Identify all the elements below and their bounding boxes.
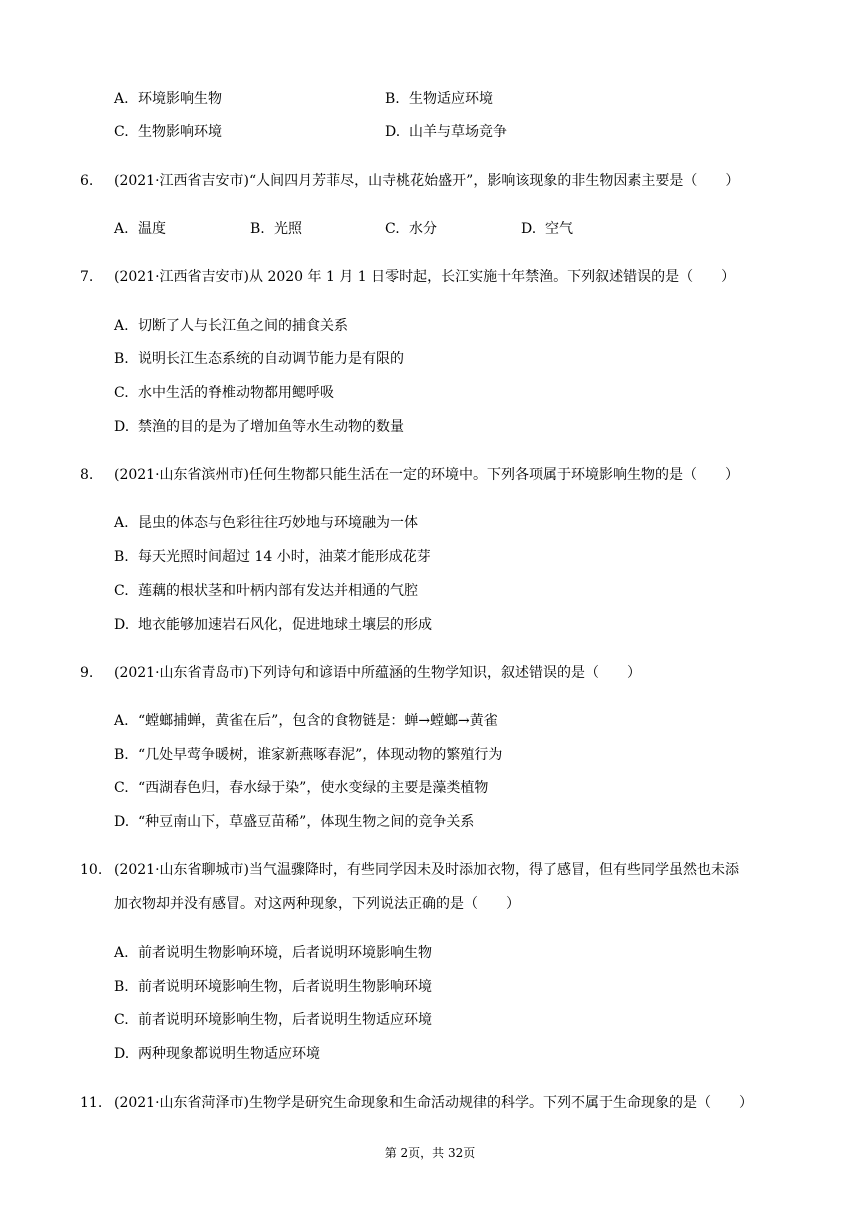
q10-option-b: B. 前者说明环境影响生物，后者说明生物影响环境 — [114, 979, 432, 995]
q9-option-d: D. “种豆南山下，草盛豆苗稀”，体现生物之间的竞争关系 — [114, 814, 475, 830]
q9-option-a: A. “螳螂捕蝉，黄雀在后”，包含的食物链是：蝉→螳螂→黄雀 — [114, 713, 498, 729]
q9-stem: (2021·山东省青岛市)下列诗句和谚语中所蕴涵的生物学知识，叙述错误的是（ ） — [114, 665, 642, 681]
q8-option-a: A. 昆虫的体态与色彩往往巧妙地与环境融为一体 — [114, 515, 418, 531]
q7-option-d: D. 禁渔的目的是为了增加鱼等水生动物的数量 — [114, 419, 404, 435]
q7-option-b: B. 说明长江生态系统的自动调节能力是有限的 — [114, 351, 404, 367]
q10-stem-line2: 加衣物却并没有感冒。对这两种现象，下列说法正确的是（ ） — [114, 896, 520, 912]
q6-number: 6. — [80, 173, 94, 189]
q9-option-b: B. “几处早莺争暖树，谁家新燕啄春泥”，体现动物的繁殖行为 — [114, 747, 503, 763]
q7-number: 7. — [80, 269, 94, 285]
q6-stem: (2021·江西省吉安市)“人间四月芳菲尽，山寺桃花始盛开”，影响该现象的非生物因素主要是（ ） — [114, 173, 740, 189]
q10-number: 10. — [80, 862, 103, 878]
q8-option-b: B. 每天光照时间超过 14 小时，油菜才能形成花芽 — [114, 549, 431, 565]
q8-stem: (2021·山东省滨州市)任何生物都只能生活在一定的环境中。下列各项属于环境影响生物的是（ ） — [114, 467, 740, 483]
q9-number: 9. — [80, 665, 94, 681]
q11-number: 11. — [80, 1095, 103, 1111]
q7-stem: (2021·江西省吉安市)从 2020 年 1 月 1 日零时起，长江实施十年禁渔。下列叙述错误的是（ ） — [114, 269, 736, 285]
q6-option-b: B. 光照 — [250, 221, 302, 237]
q8-option-d: D. 地衣能够加速岩石风化，促进地球土壤层的形成 — [114, 617, 432, 633]
q8-option-c: C. 莲藕的根状茎和叶柄内部有发达并相通的气腔 — [114, 583, 418, 599]
q5-option-d: D. 山羊与草场竞争 — [385, 124, 507, 140]
q7-option-a: A. 切断了人与长江鱼之间的捕食关系 — [114, 318, 348, 334]
q10-option-a: A. 前者说明生物影响环境，后者说明环境影响生物 — [114, 945, 432, 961]
q8-number: 8. — [80, 467, 94, 483]
q5-option-b: B. 生物适应环境 — [385, 91, 493, 107]
q9-option-c: C. “西湖春色归，春水绿于染”，使水变绿的主要是藻类植物 — [114, 780, 489, 796]
q11-stem: (2021·山东省菏泽市)生物学是研究生命现象和生命活动规律的科学。下列不属于生命现象的是（ ） — [114, 1095, 754, 1111]
q10-option-d: D. 两种现象都说明生物适应环境 — [114, 1046, 320, 1062]
q7-option-c: C. 水中生活的脊椎动物都用鳃呼吸 — [114, 385, 334, 401]
q6-option-a: A. 温度 — [114, 221, 166, 237]
page-footer: 第 2页，共 32页 — [384, 1146, 476, 1160]
q10-stem-line1: (2021·山东省聊城市)当气温骤降时，有些同学因未及时添加衣物，得了感冒，但有些同学虽然也未添 — [114, 862, 740, 878]
q6-option-d: D. 空气 — [521, 221, 573, 237]
q5-option-c: C. 生物影响环境 — [114, 124, 222, 140]
q10-option-c: C. 前者说明环境影响生物，后者说明生物适应环境 — [114, 1012, 432, 1028]
q5-option-a: A. 环境影响生物 — [114, 91, 222, 107]
q6-option-c: C. 水分 — [385, 221, 437, 237]
